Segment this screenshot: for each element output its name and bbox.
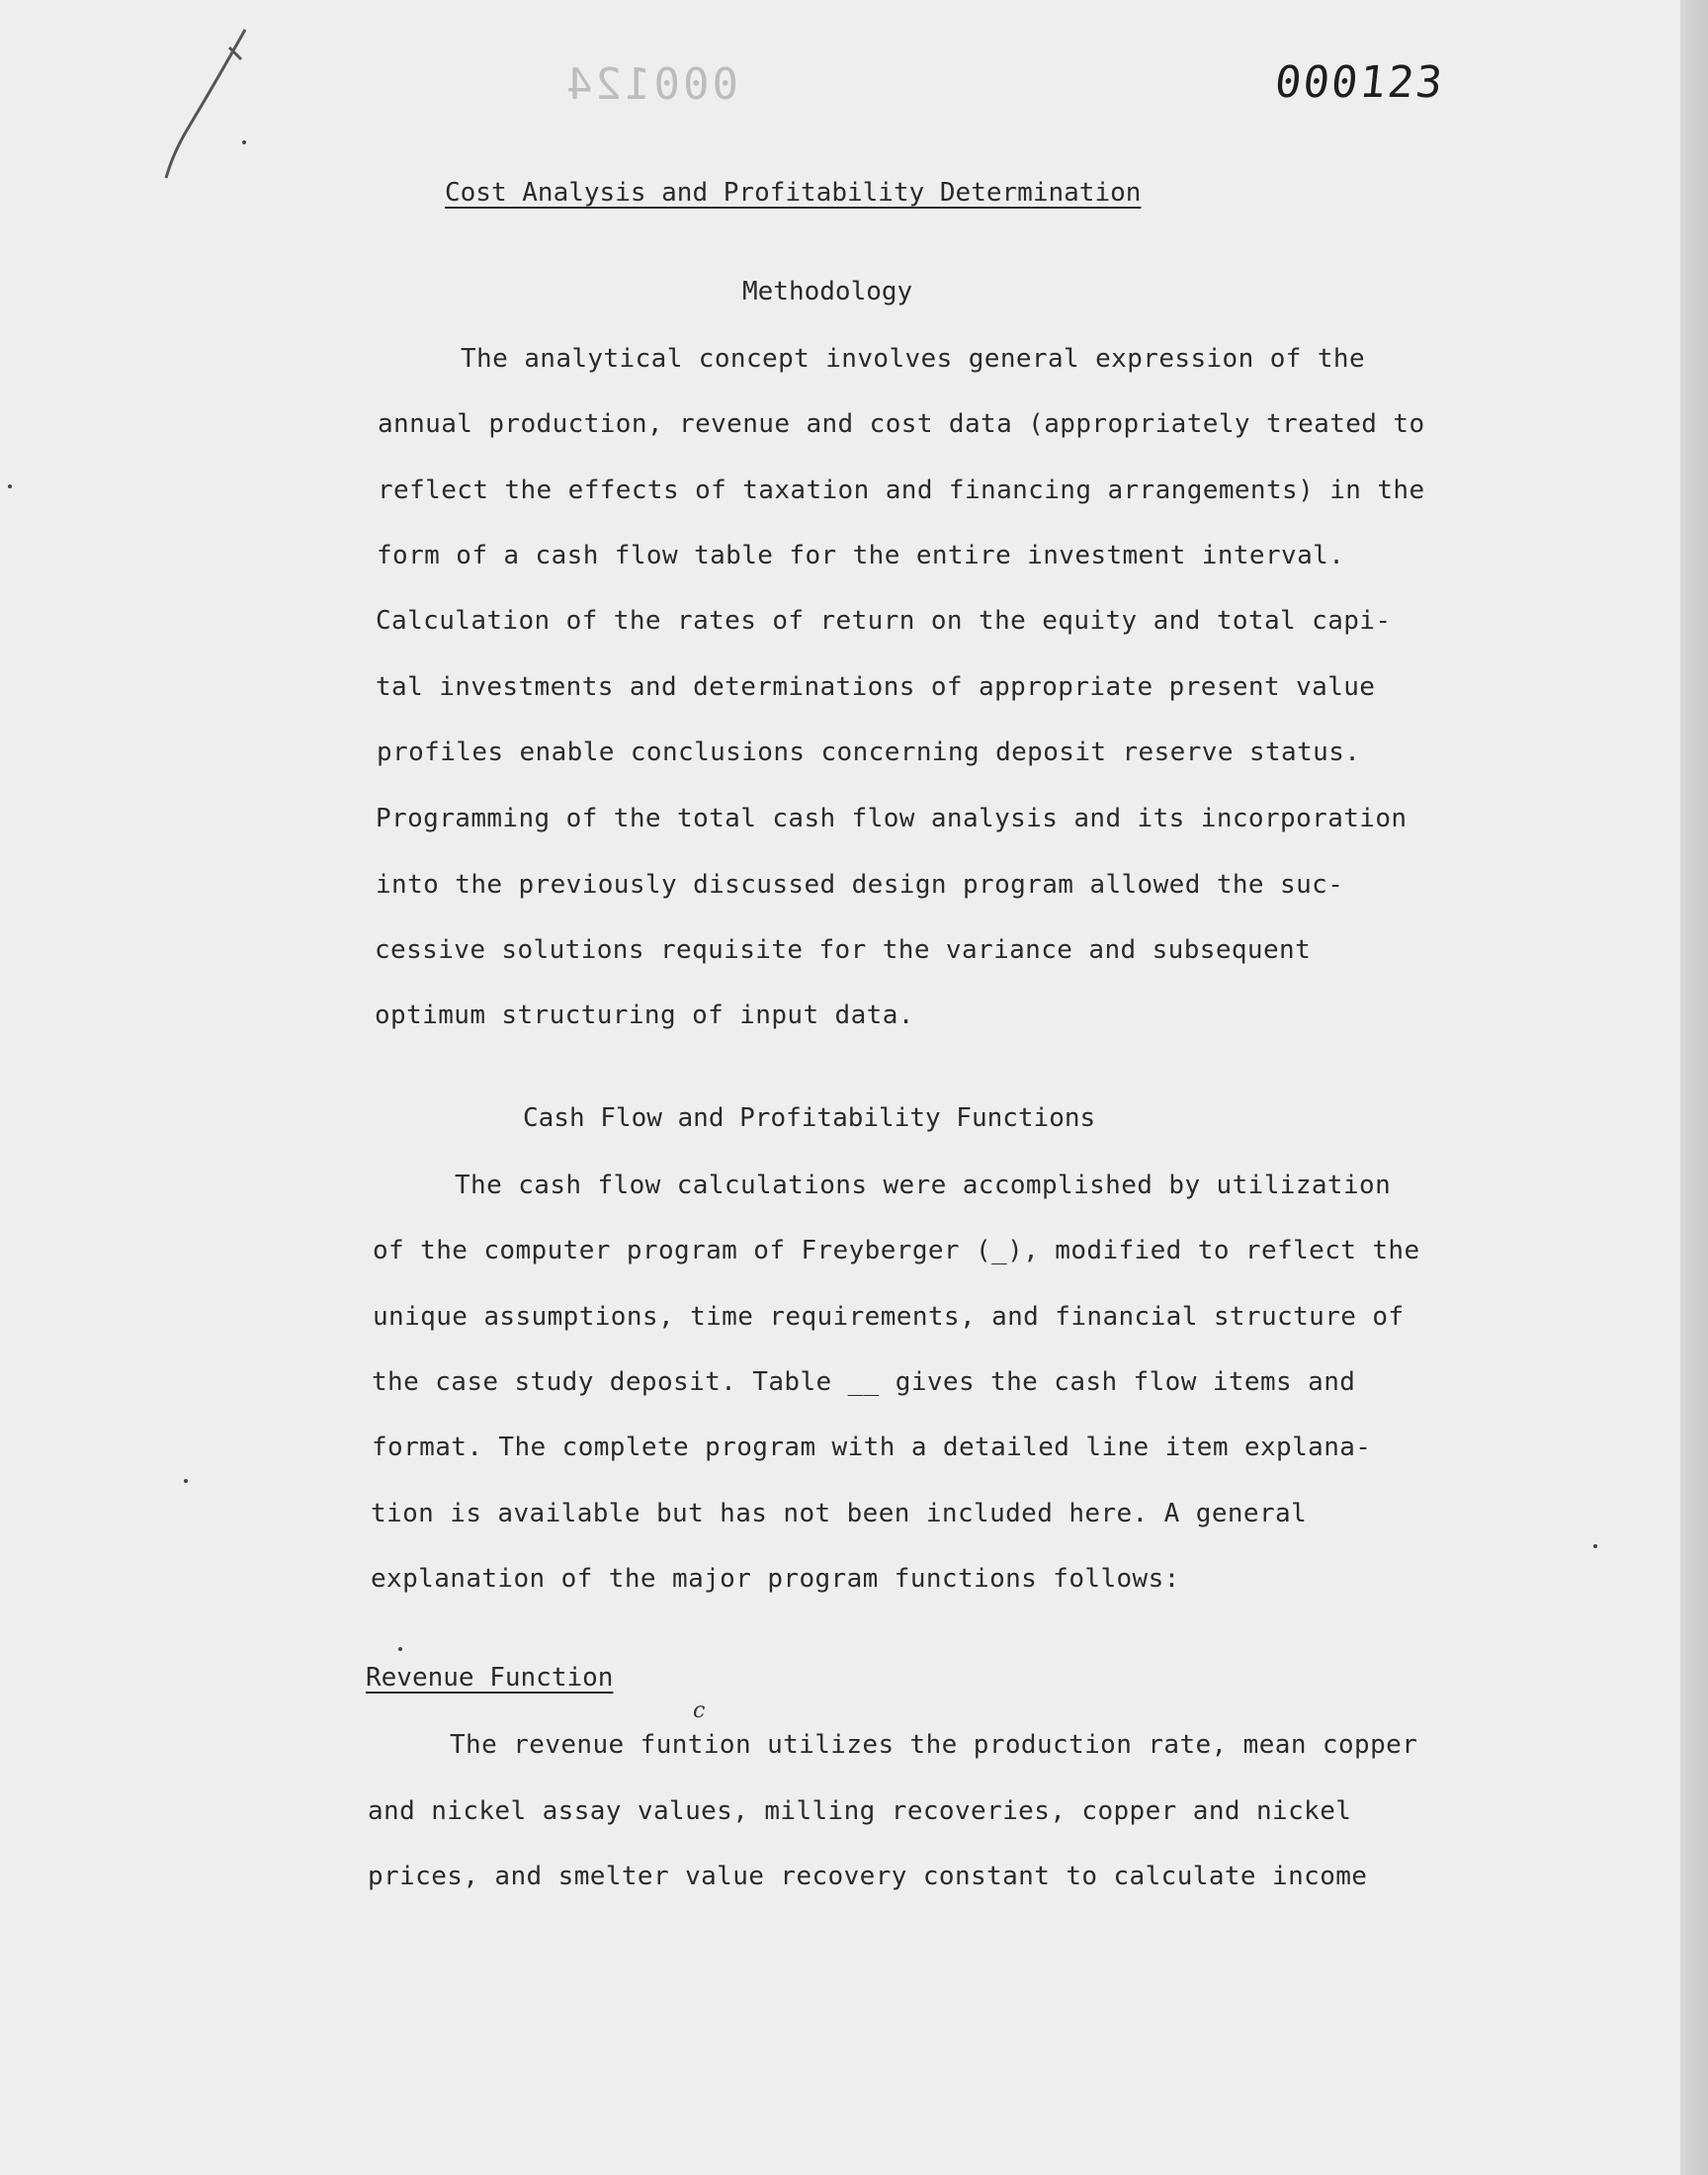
methodology-line: Calculation of the rates of return on the equity and total capi- xyxy=(376,606,1392,636)
methodology-line: annual production, revenue and cost data (appropriately treated to xyxy=(378,409,1425,439)
methodology-line: reflect the effects of taxation and financing arrangements) in the xyxy=(378,476,1425,505)
cash-flow-line: of the computer program of Freyberger (_), modified to reflect the xyxy=(373,1236,1420,1265)
cash-flow-line: format. The complete program with a detailed line item explana- xyxy=(372,1433,1372,1462)
revenue-line: prices, and smelter value recovery constant to calculate income xyxy=(368,1862,1368,1891)
paper-speck xyxy=(242,140,246,144)
paper-speck xyxy=(398,1647,402,1651)
cash-flow-line: tion is available but has not been included here. A general xyxy=(371,1499,1308,1528)
methodology-line: optimum structuring of input data. xyxy=(375,1000,914,1030)
paper-speck xyxy=(1593,1544,1597,1548)
methodology-line: profiles enable conclusions concerning deposit reserve status. xyxy=(377,738,1361,767)
methodology-line: form of a cash flow table for the entire investment interval. xyxy=(377,541,1345,570)
cash-flow-line: explanation of the major program functions follows: xyxy=(371,1564,1180,1594)
bleed-through-number: 000124 xyxy=(563,59,738,110)
cash-flow-line: The cash flow calculations were accomplished by utilization xyxy=(455,1171,1392,1200)
cash-flow-heading: Cash Flow and Profitability Functions xyxy=(523,1103,1096,1133)
paper-speck xyxy=(184,1479,188,1483)
revenue-function-heading: Revenue Function xyxy=(366,1663,614,1693)
methodology-line: cessive solutions requisite for the variance and subsequent xyxy=(375,935,1312,965)
cash-flow-line: the case study deposit. Table __ gives the cash flow items and xyxy=(372,1367,1356,1397)
page-edge xyxy=(1680,0,1708,2175)
handwritten-correction: c xyxy=(693,1698,706,1723)
methodology-line: The analytical concept involves general expression of the xyxy=(461,344,1366,374)
document-title: Cost Analysis and Profitability Determination xyxy=(445,178,1142,208)
revenue-line: and nickel assay values, milling recoveries, copper and nickel xyxy=(368,1796,1352,1826)
methodology-heading: Methodology xyxy=(742,277,913,306)
page-number-stamp: 000123 xyxy=(1272,57,1447,108)
methodology-line: into the previously discussed design program allowed the suc- xyxy=(376,870,1344,900)
cash-flow-line: unique assumptions, time requirements, and financial structure of xyxy=(373,1302,1405,1332)
paper-speck xyxy=(8,484,12,488)
revenue-line: The revenue funtion utilizes the production rate, mean copper xyxy=(450,1730,1418,1760)
methodology-line: Programming of the total cash flow analysis and its incorporation xyxy=(376,804,1408,833)
pen-mark xyxy=(119,20,257,198)
methodology-line: tal investments and determinations of appropriate present value xyxy=(376,672,1376,702)
